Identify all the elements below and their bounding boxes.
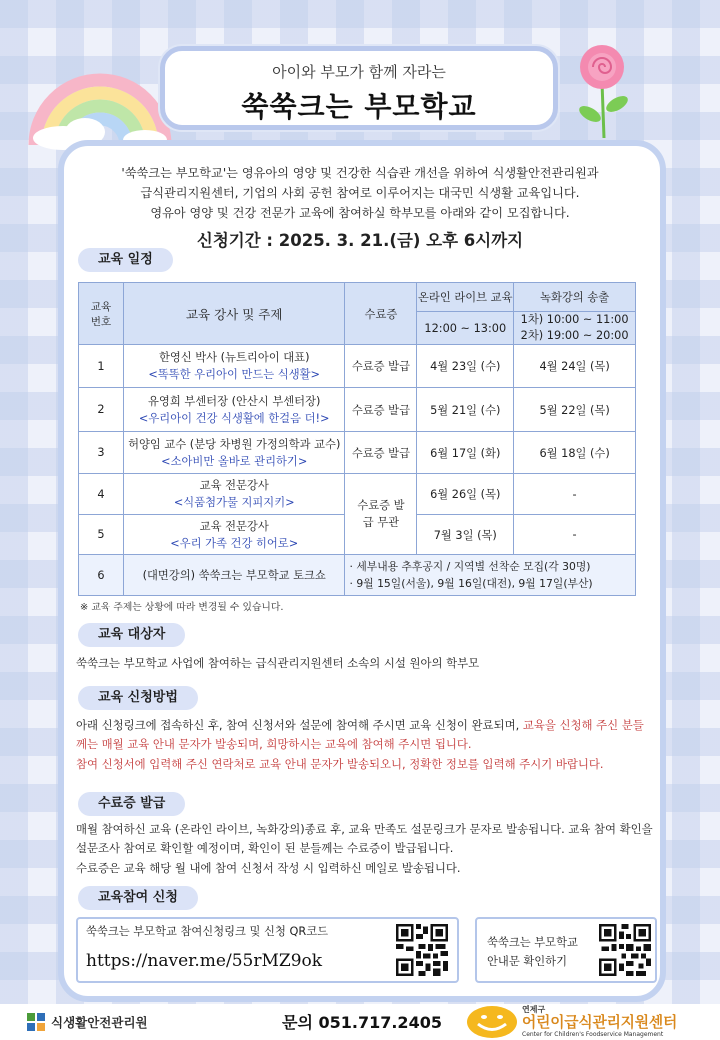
row-live-date: 5월 21일 (수) (417, 388, 514, 432)
org-left-logo-icon (27, 1013, 45, 1031)
table-row (79, 555, 636, 596)
col-header-topic: 교육 강사 및 주제 (123, 283, 345, 345)
org-left-name: 식생활안전관리원 (51, 1015, 148, 1030)
row-note: · 9월 15일(서울), 9월 16일(대전), 9월 17일(부산) (349, 577, 593, 590)
row-topic (123, 345, 345, 388)
certificate-line: 수료증은 교육 해당 월 내에 참여 신청서 작성 시 입력하신 메일로 발송됩니다. (76, 860, 461, 875)
application-link-label: 쑥쑥크는 부모학교 참여신청링크 및 신청 QR코드 (86, 925, 329, 938)
rainbow-illustration (25, 40, 175, 150)
row-topic (123, 515, 345, 555)
row-live-date: 6월 26일 (목) (417, 474, 514, 515)
row-topic (123, 474, 345, 515)
certificate-line: 설문조사 참여로 확인할 예정이며, 확인이 된 분들께는 수료증이 발급됩니다. (76, 841, 454, 856)
row-subject: <우리 가족 건강 히어로> (170, 536, 299, 550)
page-title: 쑥쑥크는 부모학교 (241, 90, 477, 123)
row-no: 6 (79, 555, 124, 596)
row-notes (345, 555, 636, 596)
org-right-english: Center for Children's Foodservice Management (522, 1031, 664, 1038)
row-speaker: 유영희 부센터장 (안산시 부센터장) (148, 394, 321, 408)
guide-line: 안내문 확인하기 (487, 955, 567, 968)
row-recorded-date: 5월 22일 (목) (514, 388, 636, 432)
method-text-highlight: 교육을 신청해 주신 분들 (522, 718, 644, 732)
col-header-cert: 수료증 (345, 283, 417, 345)
row-note: · 세부내용 추후공지 / 지역별 선착순 모집(각 30명) (349, 560, 591, 573)
row-cert: 수료증 발급 (345, 388, 417, 432)
application-deadline: 신청기간 : 2025. 3. 21.(금) 오후 6시까지 (196, 231, 524, 250)
org-right-name: 어린이급식관리지원센터 (522, 1014, 678, 1031)
inquiry-phone: 문의 051.717.2405 (282, 1013, 442, 1032)
table-row (79, 474, 636, 515)
application-link-box (76, 917, 459, 983)
section-heading-apply: 교육참여 신청 (78, 886, 198, 910)
row-speaker: 한영신 박사 (뉴트리아이 대표) (158, 351, 310, 364)
intro-line: 급식관리지원센터, 기업의 사회 공헌 참여로 이루어지는 대국민 식생활 교육입니다. (140, 186, 580, 200)
target-text: 쑥쑥크는 부모학교 사업에 참여하는 급식관리지원센터 소속의 시설 원아의 학부모 (76, 656, 480, 670)
section-heading-method: 교육 신청방법 (78, 686, 198, 710)
row-cert: 수료증 발급 무관 (345, 474, 417, 555)
row-no: 2 (79, 388, 124, 432)
row-recorded-date: 4월 24일 (목) (514, 345, 636, 388)
row-no: 1 (79, 345, 124, 388)
table-row (79, 345, 636, 388)
row-cert: 수료증 발급 (345, 345, 417, 388)
col-header-recorded: 녹화강의 송출 (514, 283, 636, 312)
section-heading-target: 교육 대상자 (78, 623, 185, 647)
row-subject: <똑똑한 우리아이 만드는 식생활> (148, 368, 320, 381)
row-topic (123, 388, 345, 432)
live-time: 12:00 ~ 13:00 (417, 312, 514, 345)
application-url[interactable]: https://naver.me/55rMZ9ok (86, 951, 323, 971)
title-box (160, 46, 558, 130)
flower-illustration (572, 42, 634, 142)
org-right-district: 연제구 (522, 1005, 546, 1014)
guide-qr-code[interactable] (599, 924, 651, 976)
method-line (76, 716, 654, 735)
row-live-date: 6월 17일 (화) (417, 432, 514, 474)
schedule-table (78, 282, 636, 596)
page-subtitle: 아이와 부모가 함께 자라는 (272, 63, 446, 81)
row-recorded-date: - (514, 515, 636, 555)
row-subject: <식품첨가물 지피지키> (173, 496, 295, 509)
row-speaker: 허양임 교수 (분당 차병원 가정의학과 교수) (128, 437, 341, 451)
intro-line: '쑥쑥크는 부모학교'는 영유아의 영양 및 건강한 식습관 개선을 위하여 식생활안전관리원과 (121, 166, 599, 180)
method-text-highlight: 참여 신청서에 입력해 주신 연락처로 교육 안내 문자가 발송되오니, 정확한 정보를 입력해 주시기 바랍니다. (76, 756, 604, 771)
row-no: 3 (79, 432, 124, 474)
col-header-no: 교육 번호 (79, 283, 124, 345)
row-live-date: 7월 3일 (목) (417, 515, 514, 555)
table-row (79, 432, 636, 474)
row-speaker: 교육 전문강사 (199, 479, 269, 492)
row-recorded-date: 6월 18일 (수) (514, 432, 636, 474)
certificate-text (76, 820, 654, 878)
row-recorded-date: - (514, 474, 636, 515)
row-no: 5 (79, 515, 124, 555)
row-subject: <소아비만 올바로 관리하기> (161, 454, 308, 468)
smile-logo-icon (466, 1005, 518, 1039)
col-header-live: 온라인 라이브 교육 (417, 283, 514, 312)
row-live-date: 4월 23일 (수) (417, 345, 514, 388)
row-topic (123, 432, 345, 474)
section-heading-schedule: 교육 일정 (78, 248, 173, 272)
intro-line: 영유아 영양 및 건강 전문가 교육에 참여하실 학부모를 아래와 같이 모집합니다. (150, 206, 570, 220)
application-qr-code[interactable] (396, 924, 448, 976)
section-heading-certificate: 수료증 발급 (78, 792, 185, 816)
recorded-time-2: 2차) 19:00 ~ 20:00 (520, 329, 629, 342)
row-no: 4 (79, 474, 124, 515)
schedule-footnote: ※ 교육 주제는 상황에 따라 변경될 수 있습니다. (80, 602, 284, 613)
certificate-line: 매월 참여하신 교육 (온라인 라이브, 녹화강의)종료 후, 교육 만족도 설문링크가 문자로 발송됩니다. 교육 참여 확인을 (76, 822, 653, 836)
row-subject: <우리아이 건강 식생활에 한걸음 더!> (138, 411, 330, 425)
method-text-highlight: 께는 매월 교육 안내 문자가 발송되며, 희망하시는 교육에 참여해 주시면 됩니다. (76, 737, 472, 752)
intro-text (60, 163, 660, 223)
row-topic: (대면강의) 쑥쑥크는 부모학교 토크쇼 (123, 555, 345, 596)
org-left-logo (27, 1013, 148, 1031)
guide-line: 쑥쑥크는 부모학교 (487, 936, 578, 949)
method-text (76, 716, 654, 774)
recorded-time-1: 1차) 10:00 ~ 11:00 (520, 313, 629, 326)
row-cert: 수료증 발급 (345, 432, 417, 474)
footer (0, 1004, 720, 1040)
table-row (79, 388, 636, 432)
guide-label (487, 933, 578, 971)
method-text-normal: 아래 신청링크에 접속하신 후, 참여 신청서와 설문에 참여해 주시면 교육 신청이 완료되며, (76, 718, 523, 732)
row-speaker: 교육 전문강사 (199, 519, 269, 533)
org-right-logo (464, 1004, 700, 1040)
recorded-times (514, 312, 636, 345)
guide-box (475, 917, 657, 983)
